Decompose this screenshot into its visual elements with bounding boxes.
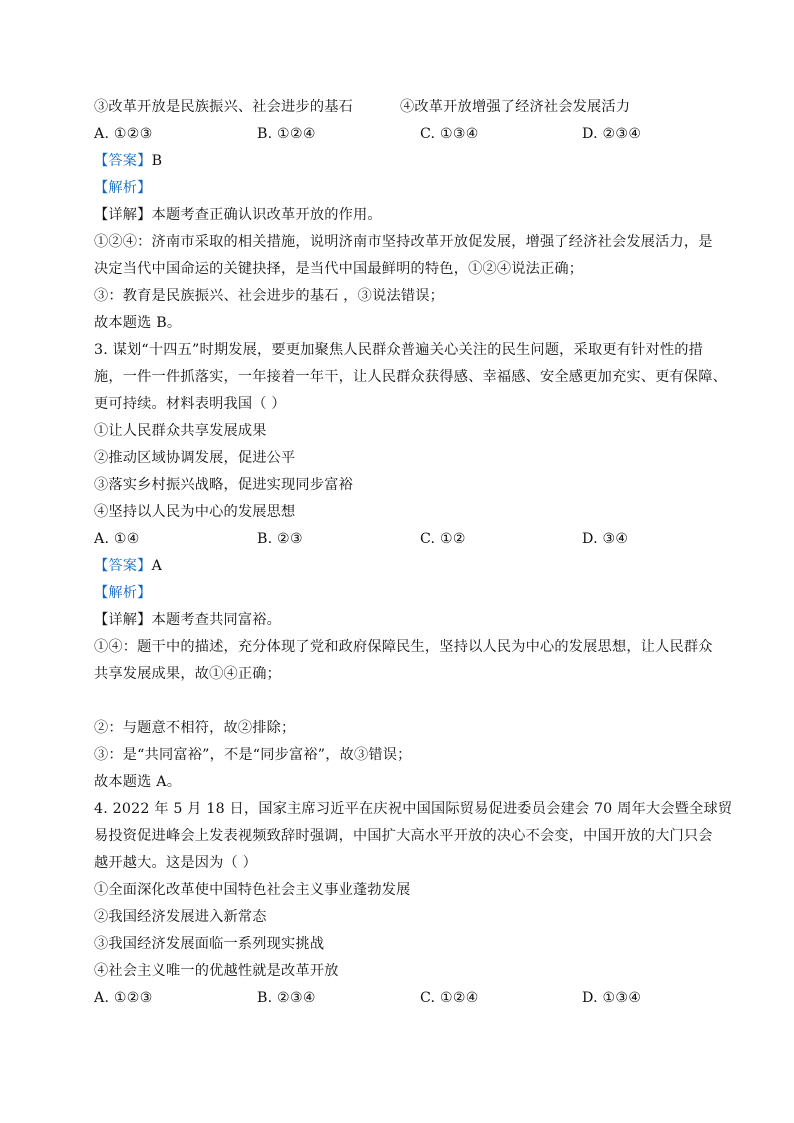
q4-statement: ①全面深化改革使中国特色社会主义事业蓬勃发展 [94, 882, 411, 898]
q2-explanation-line: ③：教育是民族振兴、社会进步的基石 ，③说法错误； [94, 288, 445, 304]
q2-statements-row [94, 94, 704, 121]
q3-detail-line [94, 607, 704, 634]
q3-statement: ③落实乡村振兴战略，促进实现同步富裕 [94, 477, 353, 493]
q2-analysis-line [94, 175, 704, 202]
q3-stem-line: 3. 谋划“十四五”时期发展，要更加聚焦人民群众普遍关心关注的民生问题，采取更有针对性的措 [94, 342, 704, 358]
q3-explanation-line: ③：是“共同富裕”，不是“同步富裕”，故③错误； [94, 747, 412, 763]
q2-option-b: B. ①②④ [257, 126, 316, 142]
q3-statement: ②推动区域协调发展，促进公平 [94, 450, 296, 466]
detail-tag: 【详解】 [94, 207, 152, 223]
q3-option-b: B. ②③ [257, 531, 303, 547]
analysis-tag: 【解析】 [94, 180, 152, 196]
blank-line [94, 688, 704, 715]
q3-options [94, 526, 704, 553]
q4-option-c: C. ①②④ [420, 990, 479, 1006]
q2-answer-line [94, 148, 704, 175]
detail-tag: 【详解】 [94, 612, 152, 628]
q2-option-d: D. ②③④ [582, 126, 642, 142]
q2-answer: B [151, 153, 163, 169]
q4-option-d: D. ①③④ [582, 990, 642, 1006]
q2-detail-text: 本题考查正确认识改革开放的作用。 [151, 207, 382, 223]
q3-statement: ④坚持以人民为中心的发展思想 [94, 504, 296, 520]
q3-option-c: C. ①② [420, 531, 466, 547]
q3-stem-line: 施，一件一件抓落实，一年接着一年干，让人民群众获得感、幸福感、安全感更加充实、更有保障、 [94, 369, 728, 385]
document-page [94, 94, 733, 1012]
q3-detail-text: 本题考查共同富裕。 [151, 612, 282, 628]
q3-explanation-line: ②：与题意不相符，故②排除； [94, 720, 296, 736]
q3-explanation-line: 共享发展成果，故①④正确； [94, 666, 282, 682]
q4-stem-line: 4. 2022 年 5 月 18 日，国家主席习近平在庆祝中国国际贸易促进委员会建会 70 周年大会暨全球贸 [94, 801, 733, 817]
answer-tag: 【答案】 [94, 153, 152, 169]
q3-stem-line: 更可持续。材料表明我国（ ） [94, 396, 286, 412]
answer-tag: 【答案】 [94, 558, 152, 574]
q2-statement-4: ④改革开放增强了经济社会发展活力 [400, 99, 631, 115]
q4-option-b: B. ②③④ [257, 990, 316, 1006]
q4-statement: ③我国经济发展面临一系列现实挑战 [94, 936, 325, 952]
q2-statement-3: ③改革开放是民族振兴、社会进步的基石 [94, 99, 353, 115]
q4-stem-line: 易投资促进峰会上发表视频致辞时强调，中国扩大高水平开放的决心不会变，中国开放的大门只会 [94, 828, 713, 844]
q4-options [94, 985, 704, 1012]
q2-conclusion: 故本题选 B。 [94, 315, 182, 331]
q3-answer: A [151, 558, 163, 574]
q2-option-a: A. ①②③ [94, 126, 153, 142]
q3-statement: ①让人民群众共享发展成果 [94, 423, 267, 439]
q2-detail-line [94, 202, 704, 229]
analysis-tag: 【解析】 [94, 585, 152, 601]
q4-statement: ②我国经济发展进入新常态 [94, 909, 267, 925]
q3-option-d: D. ③④ [582, 531, 629, 547]
q3-answer-line [94, 553, 704, 580]
q2-explanation-line: ①②④：济南市采取的相关措施，说明济南市坚持改革开放促发展，增强了经济社会发展活力，是 [94, 234, 713, 250]
q2-options [94, 121, 704, 148]
q4-stem-line: 越开越大。这是因为（ ） [94, 855, 257, 871]
q3-explanation-line: ①④：题干中的描述，充分体现了党和政府保障民生，坚持以人民为中心的发展思想，让人民群众 [94, 639, 713, 655]
q3-analysis-line [94, 580, 704, 607]
q4-option-a: A. ①②③ [94, 990, 153, 1006]
q4-statement: ④社会主义唯一的优越性就是改革开放 [94, 963, 339, 979]
q3-conclusion: 故本题选 A。 [94, 774, 182, 790]
q2-option-c: C. ①③④ [420, 126, 479, 142]
q2-explanation-line: 决定当代中国命运的关键抉择，是当代中国最鲜明的特色，①②④说法正确； [94, 261, 584, 277]
q3-option-a: A. ①④ [94, 531, 140, 547]
